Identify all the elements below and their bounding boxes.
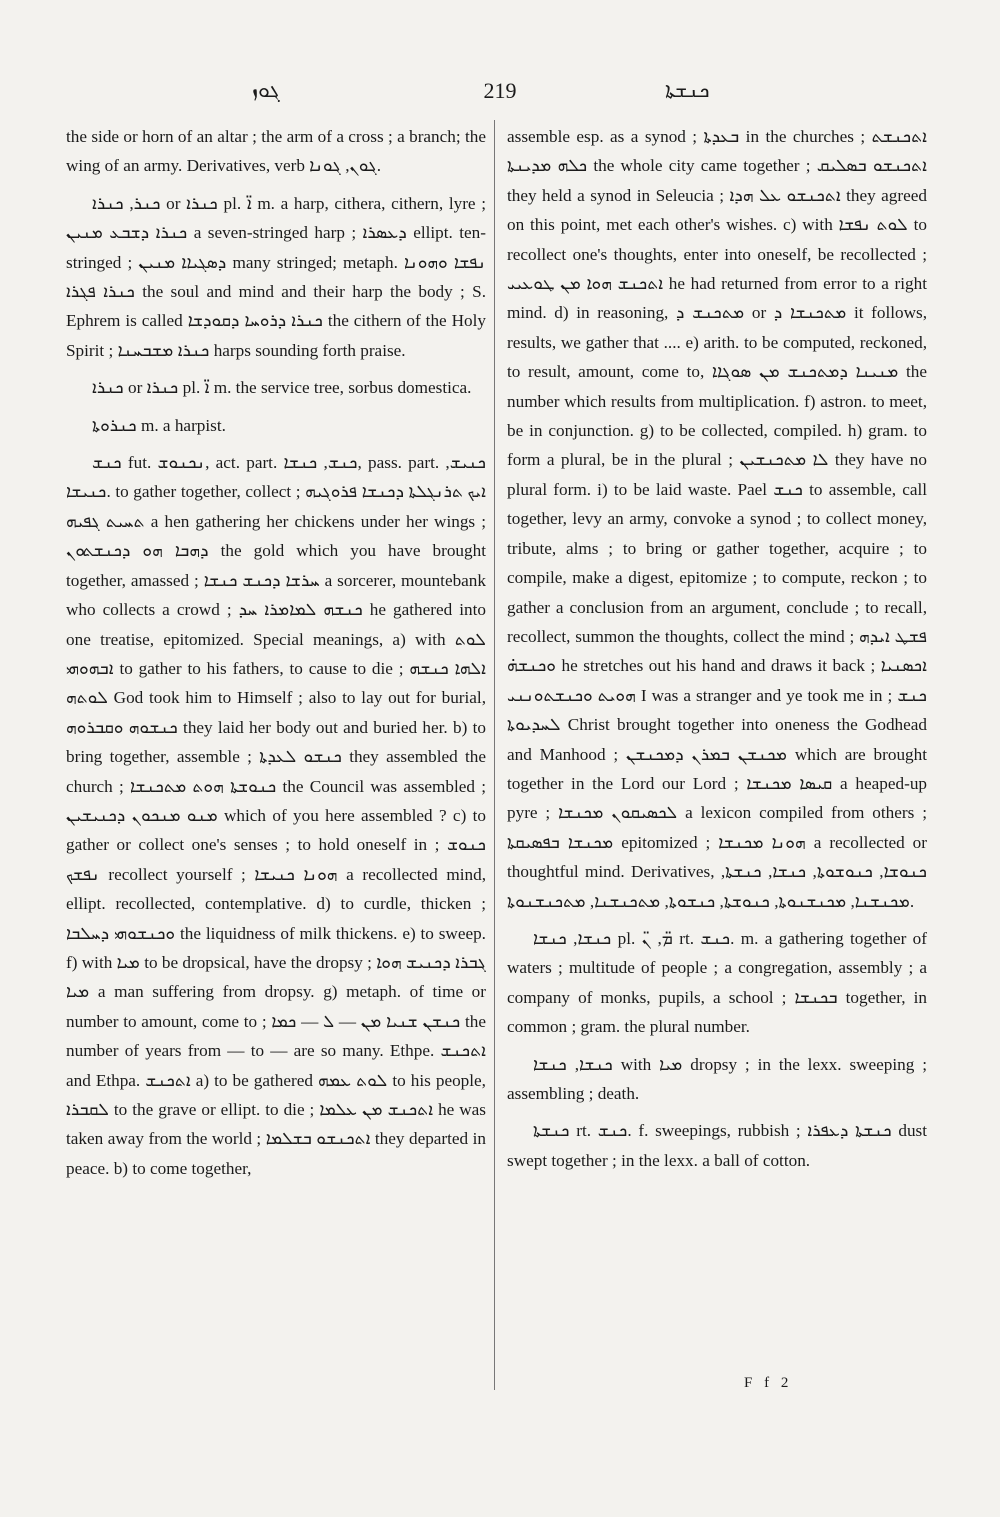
signature-mark: F f 2 (744, 1375, 793, 1391)
running-head-right: ܟܢܫܬܐ (665, 78, 710, 102)
entry-gathering: ܟܢܫܐ, ܟܢܫܐ pl. ܡ̈, ܢ̈ rt. ܟܢܫ. m. a gathering together of waters ; multitude of people ; a congregation, assembly ; a company of monks, pupils, a school ; ܒܟܢܫܐ together, in common ; gram. the plural number. (507, 928, 928, 1037)
entry-harpist: ܟܢܪܘܬܐ m. a harpist. (92, 415, 226, 435)
page-number: 219 (483, 78, 517, 103)
column-divider (494, 120, 495, 1390)
entry-dropsy: ܟܢܫܐ, ܟܢܫܐ with ܡܝܐ dropsy ; in the lexx. sweeping ; assembling ; death. (507, 1054, 928, 1103)
entry-service-tree: ܟܢܪܐ or ܟܢܪܐ pl. ܐ̈ m. the service tree, sorbus domestica. (92, 378, 472, 398)
entry-gather: ܟܢܫ fut. ܢܟܢܘܫ, act. part. ܟܢܫ, ܟܢܫܐ, pass. part. ܟܢܝܫ, ܟܢܝܫܐ. to gather together, collect ; ܐܝܟ ܬܪܢܓܠܬܐ ܕܟܢܫܐ ܦܪܘܓܝܗ ܬܚܝܬ ܓܦܝܗ a hen gathering her chickens under her wings ; ܕܗܒܐ ܗܘ ܕܟܢܫܬܘܢ the gold which you have brought together, amassed ; ܚܪܫܐ ܕܟܢܫ ܟܢܫܐ a sorcerer, mountebank who collects a crowd ; ܟܢܫܗ ܠܡܐܡܪܐ ܚܕ he gathered into one treatise, epitomized. Special meanings, a) with ܠܘܬ ܐܒܗܘܗܝ to gather to his fathers, to cause to die ; ܐܠܗܐ ܟܢܫܗ ܠܘܬܗ God took him to Himself ; also to lay out for burial, ܟܢܫܘܗ ܘܩܒܪܘܗ they laid her body out and buried her. b) to bring together, assemble ; ܟܢܫܘ ܠܥܕܬܐ they assembled the church ; ܟܢܘܫܬܐ ܗܘܬ ܡܬܟܢܫܐ the Council was assembled ; ܡܢܘ ܡܢܟܘܢ ܕܟܢܝܫܝܢ which of you here assembled ? c) to gather or collect one's senses ; to hold oneself in ; ܟܢܘܫ ܢܦܫܟ recollect yourself ; ܗܘܢܐ ܟܢܝܫܐ a recollected mind, ellipt. recollected, contemplative. d) to curdle, thicken ; ܘܟܢܫܘܗܝ ܕܚܠܒܐ the liquidness of milk thickens. e) to sweep. f) with ܡܝܐ to be dropsical, have the dropsy ; ܓܒܪܐ ܕܟܢܝܫ ܗܘܐ ܡܝܐ a man suffering from dropsy. g) metaph. of time or number to amount, come to ; ܟܢܫܢ ܫܢܝܐ ܡܢ — ܠ — ܟܡܐ the number of years from — to — are so many. Ethpe. ܐܬܟܢܫ and Ethpa. ܐܬܟܢܫ a) to be gathered ܠܘܬ ܥܡܗ to his people, ܠܩܒܪܐ to the grave or ellipt. to die ; ܐܬܟܢܫ ܡܢ ܥܠܡܐ he was taken away from the world ; ܐܬܟܢܫܘ ܒܫܠܡܐ they departed in peace. b) to come together, (66, 453, 486, 1178)
entry-gather-continued: assemble esp. as a synod ; ܒܥܕܬܐ in the churches ; ܐܬܟܢܫܬ ܟܠܗ ܡܕܝܢܬܐ the whole city came together ; ܐܬܟܢܫܘ ܒܣܠܝܩ they held a synod in Seleucia ; ܐܬܟܢܫܘ ܥܠ ܗܕܐ they agreed on this point, met each other's wishes. c) with ܠܘܬ ܢܦܫܐ to recollect one's thoughts, enter into oneself, be recollected ; ܐܬܟܢܫ ܗܘܐ ܡܢ ܛܘܥܝܝ he had returned from error to a right mind. d) in reasoning, ܡܬܟܢܫ ܕ or ܡܬܟܢܫܐ ܕ it follows, results, we gather that .... e) arith. to be computed, reckoned, to result, amount, come to, ܡܢܝܢܐ ܕܡܬܟܢܫ ܡܢ ܣܘܓܐܐ the number which results from multiplication. f) astron. to meet, be in conjunction. g) to be collected, compiled. h) gram. to form a plural, be in the plural ; ܠܐ ܡܬܟܢܫܝܢ they have no plural form. i) to be laid waste. Pael ܟܢܫ to assemble, call together, levy an army, convoke a synod ; to collect money, tribute, alms ; to bring or gather together, acquire ; to compile, make a digest, epitomize ; to compute, reckon ; to gather a conclusion from an argument, conclude ; to recall, recollect, summon the thoughts, collect the mind ; ܦܫܛ ܐܝܕܗ ܘܟܢܫܗ̇ he stretches out his hand and draws it back ; ܐܟܣܢܝܐ ܗܘܝܬ ܘܟܢܫܬܘܢܢܝ I was a stranger and ye took me in ; ܟܢܫ ܠܚܕܝܘܬܐ Christ brought together into oneness the Godhead and Manhood ; ܡܟܢܫܢ ܒܡܪܢ ܕܡܟܢܫܢ which are brought together in the Lord our Lord ; ܩܝܣܐ ܡܟܢܫܐ a heaped-up pyre ; ܠܟܣܝܩܘܢ ܡܟܢܫܐ a lexicon compiled from others ; ܡܟܢܫܐ ܒܦܣܝܩܬܐ epitomized ; ܗܘܢܐ ܡܟܢܫܐ a recollected or thoughtful mind. Derivatives, ܟܢܘܫܐ, ܟܢܘܫܘܬܐ, ܟܢܫܐ, ܟܢܫܬܐ, ܡܟܢܫܢܐ, ܡܟܢܫܢܘܬܐ, ܟܢܘܫܬܐ, ܟܢܫܘܬܐ, ܡܬܟܢܫܢܐ, ܡܬܟܢܫܢܘܬܐ. (507, 127, 928, 911)
right-column (507, 122, 927, 1183)
running-head-left: ܓܘܙ (252, 78, 280, 102)
entry-continued-arm: the side or horn of an altar ; the arm of a cross ; a branch; the wing of an army. Derivatives, verb ܓܘܢ, ܓܘܢܐ. (66, 127, 486, 176)
entry-harp: ܟܢܪ, ܟܢܪܐ or ܟܢܪܐ pl. ܐ̈ m. a harp, cithera, cithern, lyre ; ܟܢܪܐ ܕܫܒܥ ܡܢܝܢ a seven-stringed harp ; ܕܥܣܪܐ ellipt. ten-stringed ; ܕܣܓܝܐܐ ܡܢܝܢ many stringed; metaph. ܢܦܫܐ ܘܗܘܢܐ ܟܢܪܐ ܦܓܪܐ the soul and mind and their harp the body ; S. Ephrem is called ܟܢܪܐ ܕܪܘܚܐ ܕܩܘܕܫܐ the cithern of the Holy Spirit ; ܟܢܪܐ ܡܫܒܚܢܐ harps sounding forth praise. (66, 193, 486, 360)
left-column (66, 122, 486, 1191)
entry-sweepings: ܟܢܫܬܐ rt. ܟܢܫ. f. sweepings, rubbish ; ܟܢܫܬܐ ܕܥܦܪܐ dust swept together ; in the lexx. a ball of cotton. (507, 1121, 928, 1170)
